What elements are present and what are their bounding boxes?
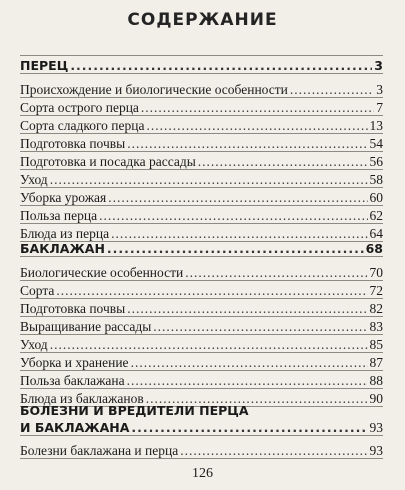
toc-item-label: Уход [20, 172, 48, 187]
toc-item [20, 282, 383, 300]
leader-dots [127, 300, 367, 318]
toc-item-label: Польза баклажана [20, 373, 125, 388]
page-number: 126 [192, 466, 213, 481]
toc-heading-line [20, 419, 383, 436]
toc-item-label: Подготовка почвы [20, 301, 126, 316]
leader-dots [180, 442, 367, 460]
toc-item-page: 93 [369, 443, 383, 458]
leader-dots [141, 99, 374, 117]
toc-heading [20, 402, 383, 436]
toc-item-label: Блюда из баклажанов [20, 391, 144, 406]
toc-heading-label: БОЛЕЗНИ И ВРЕДИТЕЛИ ПЕРЦА [20, 403, 249, 418]
toc-heading-label: ПЕРЕЦ [20, 58, 69, 73]
toc-item [20, 207, 383, 225]
toc-item-page: 82 [369, 301, 383, 316]
toc-heading [20, 240, 383, 258]
page-title: СОДЕРЖАНИЕ [127, 10, 278, 30]
toc-item [20, 99, 383, 117]
toc-item-page: 83 [369, 319, 383, 334]
leader-dots [153, 318, 367, 336]
toc-item [20, 336, 383, 354]
toc-item-page: 13 [369, 118, 383, 133]
toc-item [20, 442, 383, 460]
toc-heading-page: 68 [365, 241, 383, 256]
toc-item-label: Подготовка почвы [20, 136, 126, 151]
toc-heading-line [20, 402, 383, 419]
toc-item-label: Сорта [20, 283, 55, 298]
toc-item-page: 85 [369, 337, 383, 352]
toc-item-page: 60 [369, 190, 383, 205]
leader-dots [127, 372, 368, 390]
toc-item-label: Сорта сладкого перца [20, 118, 145, 133]
leader-dots [56, 282, 367, 300]
leader-dots [198, 153, 368, 171]
toc-item [20, 135, 383, 153]
leader-dots [185, 264, 367, 282]
toc-item-page: 3 [376, 82, 383, 97]
toc-item-label: Болезни баклажана и перца [20, 443, 179, 458]
toc-item-label: Уход [20, 337, 48, 352]
toc-item [20, 354, 383, 372]
leader-dots [50, 171, 368, 189]
toc-item-page: 90 [369, 391, 383, 406]
toc-heading-page: 93 [369, 420, 383, 435]
toc-item-label: Выращивание рассады [20, 319, 152, 334]
toc-heading-page: 3 [374, 58, 383, 73]
toc-heading [20, 57, 383, 75]
toc-item-label: Происхождение и биологические особенности [20, 82, 288, 97]
toc-item [20, 189, 383, 207]
toc-heading-label: И БАКЛАЖАНА [20, 420, 130, 435]
toc-item-label: Биологические особенности [20, 265, 184, 280]
toc-item-page: 70 [369, 265, 383, 280]
leader-dots [290, 81, 374, 99]
toc-item-page: 64 [369, 226, 383, 241]
leader-dots [70, 57, 372, 75]
toc-item [20, 81, 383, 99]
toc-item-page: 58 [369, 172, 383, 187]
leader-dots [131, 419, 367, 436]
toc-item [20, 372, 383, 390]
toc-item-page: 88 [369, 373, 383, 388]
leader-dots [50, 336, 368, 354]
toc-item [20, 171, 383, 189]
toc-section-pepper [20, 57, 383, 243]
leader-dots [99, 207, 367, 225]
toc-item-page: 7 [376, 100, 383, 115]
leader-dots [131, 354, 368, 372]
toc-item-page: 87 [369, 355, 383, 370]
leader-dots [107, 240, 364, 258]
leader-dots [146, 117, 367, 135]
toc-item [20, 117, 383, 135]
leader-dots [127, 135, 367, 153]
toc-item-page: 54 [369, 136, 383, 151]
toc-section-diseases [20, 402, 383, 460]
toc-item-label: Блюда из перца [20, 226, 110, 241]
leader-dots [108, 189, 367, 207]
toc-item [20, 318, 383, 336]
toc-item-label: Польза перца [20, 208, 98, 223]
toc-item-page: 56 [369, 154, 383, 169]
toc-item-page: 62 [369, 208, 383, 223]
toc-heading-label: БАКЛАЖАН [20, 241, 105, 256]
toc-item-page: 72 [369, 283, 383, 298]
toc-section-eggplant [20, 240, 383, 408]
toc-item [20, 300, 383, 318]
toc-item-label: Сорта острого перца [20, 100, 139, 115]
toc-item-label: Подготовка и посадка рассады [20, 154, 196, 169]
toc-item-label: Уборка урожая [20, 190, 107, 205]
toc-item-label: Уборка и хранение [20, 355, 129, 370]
toc-item [20, 264, 383, 282]
toc-item [20, 153, 383, 171]
